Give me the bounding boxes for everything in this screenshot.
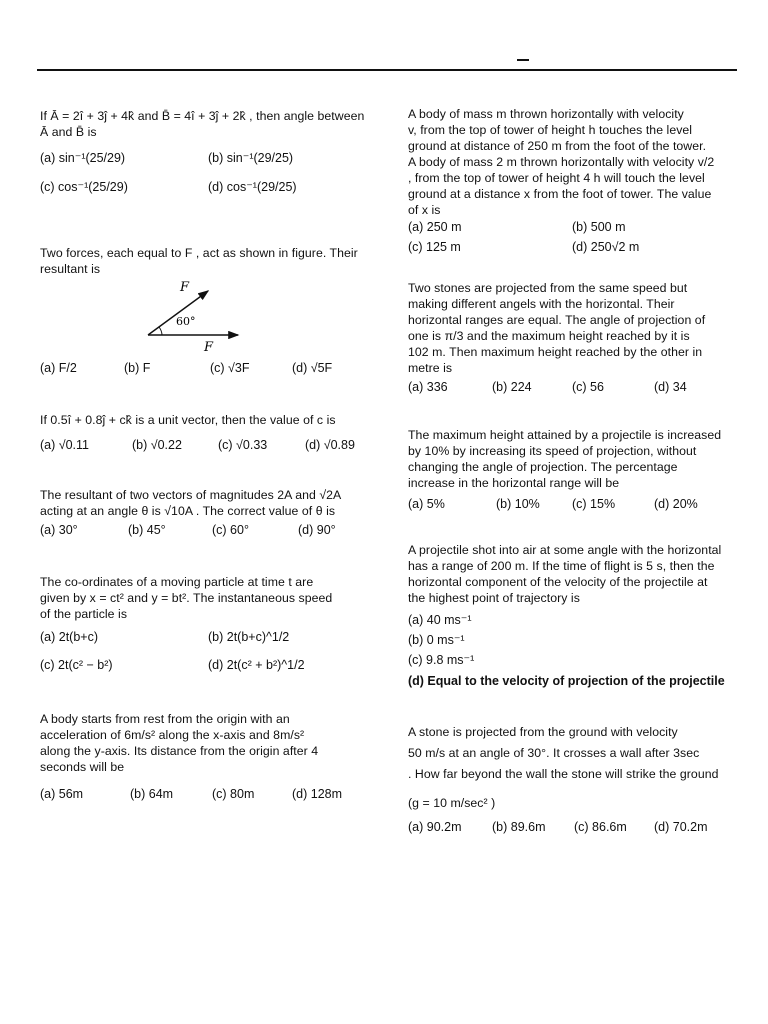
stem-line: seconds will be — [40, 760, 125, 774]
option-c[interactable]: (c) √0.33 — [218, 438, 268, 452]
option-d[interactable]: (d) 34 — [654, 380, 687, 394]
options — [408, 820, 740, 840]
options — [40, 438, 380, 458]
question-range-increase — [408, 427, 740, 517]
stem-line: Ā and B̄ is — [40, 125, 97, 139]
options — [408, 380, 740, 400]
option-c[interactable]: (c) 56 — [572, 380, 604, 394]
stem-line: horizontal ranges are equal. The angle of projection of — [408, 313, 706, 327]
stem-line: . How far beyond the wall the stone will strike the ground — [408, 767, 719, 781]
question-stem — [40, 245, 380, 277]
stem-line: one is π/3 and the maximum height reached by it is — [408, 329, 690, 343]
question-stem — [40, 108, 380, 140]
option-b[interactable]: (b) √0.22 — [132, 438, 182, 452]
options — [40, 361, 380, 383]
force-diagram — [138, 277, 258, 357]
stem-line: The co-ordinates of a moving particle at time t are — [40, 575, 314, 589]
header-rule — [37, 69, 737, 71]
option-b[interactable]: (b) 500 m — [572, 220, 626, 234]
option-a[interactable]: (a) 2t(b+c) — [40, 630, 99, 644]
option-d[interactable]: (d) 128m — [292, 787, 343, 801]
option-a[interactable]: (a) 90.2m — [408, 820, 462, 834]
question-resultant-angle — [40, 487, 380, 543]
stem-line: of x is — [408, 203, 441, 217]
stem-line: the highest point of trajectory is — [408, 591, 580, 605]
stem-line: Two forces, each equal to F , act as shown in figure. Their — [40, 246, 358, 260]
stem-line: The resultant of two vectors of magnitudes 2A and √2A — [40, 488, 342, 502]
header-mark — [517, 59, 529, 61]
option-b[interactable]: (b) 45° — [128, 523, 166, 537]
stem-line: A body of mass 2 m thrown horizontally with velocity v/2 — [408, 155, 715, 169]
stem-line: 102 m. Then maximum height reached by the other in — [408, 345, 703, 359]
options — [40, 523, 380, 543]
option-a[interactable]: (a) 56m — [40, 787, 84, 801]
option-d[interactable]: (d) 250√2 m — [572, 240, 640, 254]
option-d[interactable]: (d) Equal to the velocity of projection of the projectile — [408, 674, 725, 688]
option-a[interactable]: (a) 336 — [408, 380, 448, 394]
options — [40, 630, 380, 686]
question-vector-angle — [40, 108, 380, 202]
option-c[interactable]: (c) cos⁻¹(25/29) — [40, 180, 128, 194]
stem-line: given by x = ct² and y = bt². The instantaneous speed — [40, 591, 333, 605]
option-d[interactable]: (d) cos⁻¹(29/25) — [208, 180, 297, 194]
option-d[interactable]: (d) 20% — [654, 497, 698, 511]
option-d[interactable]: (d) 2t(c² + b²)^1/2 — [208, 658, 305, 672]
question-stem — [408, 106, 740, 218]
options — [40, 787, 380, 807]
option-a[interactable]: (a) 40 ms⁻¹ — [408, 613, 472, 627]
option-b[interactable]: (b) 10% — [496, 497, 540, 511]
stem-line: 50 m/s at an angle of 30°. It crosses a wall after 3sec — [408, 746, 700, 760]
question-stem — [40, 412, 380, 428]
option-b[interactable]: (b) 0 ms⁻¹ — [408, 633, 465, 647]
stem-line: Two stones are projected from the same speed but — [408, 281, 688, 295]
option-d[interactable]: (d) 90° — [298, 523, 336, 537]
stem-line: v, from the top of tower of height h touches the level — [408, 123, 693, 137]
option-d[interactable]: (d) 70.2m — [654, 820, 708, 834]
stem-line: , from the top of tower of height 4 h will touch the level — [408, 171, 705, 185]
question-distance-origin — [40, 711, 380, 807]
option-c[interactable]: (c) 15% — [572, 497, 616, 511]
angle-arc — [159, 327, 162, 335]
stem-line: horizontal component of the velocity of the projectile at — [408, 575, 708, 589]
question-two-forces — [40, 245, 380, 383]
option-c[interactable]: (c) 86.6m — [574, 820, 627, 834]
option-c[interactable]: (c) 125 m — [408, 240, 461, 254]
option-d[interactable]: (d) √5F — [292, 361, 333, 375]
option-b[interactable]: (b) 2t(b+c)^1/2 — [208, 630, 290, 644]
option-b[interactable]: (b) 64m — [130, 787, 174, 801]
stem-line: A body starts from rest from the origin with an — [40, 712, 290, 726]
question-stone-wall — [408, 722, 740, 840]
option-a[interactable]: (a) sin⁻¹(25/29) — [40, 151, 126, 165]
stem-line: has a range of 200 m. If the time of flight is 5 s, then the — [408, 559, 715, 573]
option-b[interactable]: (b) sin⁻¹(29/25) — [208, 151, 294, 165]
option-c[interactable]: (c) 80m — [212, 787, 255, 801]
options — [40, 150, 380, 202]
stem-line: A body of mass m thrown horizontally with velocity — [408, 107, 684, 121]
stem-line: acceleration of 6m/s² along the x-axis and 8m/s² — [40, 728, 305, 742]
question-stem — [40, 574, 380, 622]
question-stem — [408, 280, 740, 376]
stem-line: by 10% by increasing its speed of projection, without — [408, 444, 697, 458]
option-a[interactable]: (a) √0.11 — [40, 438, 90, 452]
option-a[interactable]: (a) 30° — [40, 523, 78, 537]
option-c[interactable]: (c) 60° — [212, 523, 249, 537]
options — [408, 220, 740, 260]
stem-line: metre is — [408, 361, 453, 375]
question-horizontal-throw — [408, 106, 740, 260]
force-arrow-inclined — [148, 291, 208, 335]
question-stem — [408, 542, 740, 606]
stem-line: of the particle is — [40, 607, 128, 621]
question-stem — [40, 711, 380, 775]
stem-line: If 0.5î + 0.8ĵ + ck̂ is a unit vector, then the value of c is — [40, 413, 336, 427]
option-b[interactable]: (b) 89.6m — [492, 820, 546, 834]
option-b[interactable]: (b) 224 — [492, 380, 532, 394]
stem-line: If Ā = 2î + 3ĵ + 4k̂ and B̄ = 4î + 3ĵ + 2k̂ , then angle between — [40, 109, 365, 123]
stem-line: The maximum height attained by a projectile is increased — [408, 428, 722, 442]
option-b[interactable]: (b) F — [124, 361, 151, 375]
force-label-bottom: F — [204, 340, 214, 355]
stem-line: ground at a distance x from the foot of tower. The value — [408, 187, 712, 201]
stem-line: along the y-axis. Its distance from the origin after 4 — [40, 744, 319, 758]
stem-spacer — [408, 785, 740, 793]
stem-line: A stone is projected from the ground with velocity — [408, 725, 678, 739]
question-instantaneous-speed — [40, 574, 380, 686]
angle-label: 60° — [176, 315, 196, 328]
options — [408, 612, 740, 696]
option-a[interactable]: (a) F/2 — [40, 361, 77, 375]
stem-line: increase in the horizontal range will be — [408, 476, 620, 490]
stem-line: resultant is — [40, 262, 101, 276]
stem-line: making different angels with the horizontal. Their — [408, 297, 675, 311]
question-stem — [408, 722, 740, 814]
stem-line: acting at an angle θ is √10A . The correct value of θ is — [40, 504, 336, 518]
stem-line: changing the angle of projection. The percentage — [408, 460, 678, 474]
option-d[interactable]: (d) √0.89 — [305, 438, 355, 452]
question-unit-vector — [40, 412, 380, 458]
option-c[interactable]: (c) 9.8 ms⁻¹ — [408, 653, 475, 667]
stem-line: A projectile shot into air at some angle with the horizontal — [408, 543, 722, 557]
option-a[interactable]: (a) 250 m — [408, 220, 462, 234]
stem-line: (g = 10 m/sec² ) — [408, 796, 496, 810]
question-stem — [40, 487, 380, 519]
question-horizontal-velocity — [408, 542, 740, 696]
force-label-top: F — [180, 280, 190, 295]
option-c[interactable]: (c) √3F — [210, 361, 250, 375]
option-a[interactable]: (a) 5% — [408, 497, 445, 511]
option-c[interactable]: (c) 2t(c² − b²) — [40, 658, 113, 672]
question-stem — [408, 427, 740, 491]
force-figure — [40, 277, 380, 357]
options — [408, 497, 740, 517]
question-equal-ranges — [408, 280, 740, 400]
stem-line: ground at distance of 250 m from the foot of the tower. — [408, 139, 707, 153]
